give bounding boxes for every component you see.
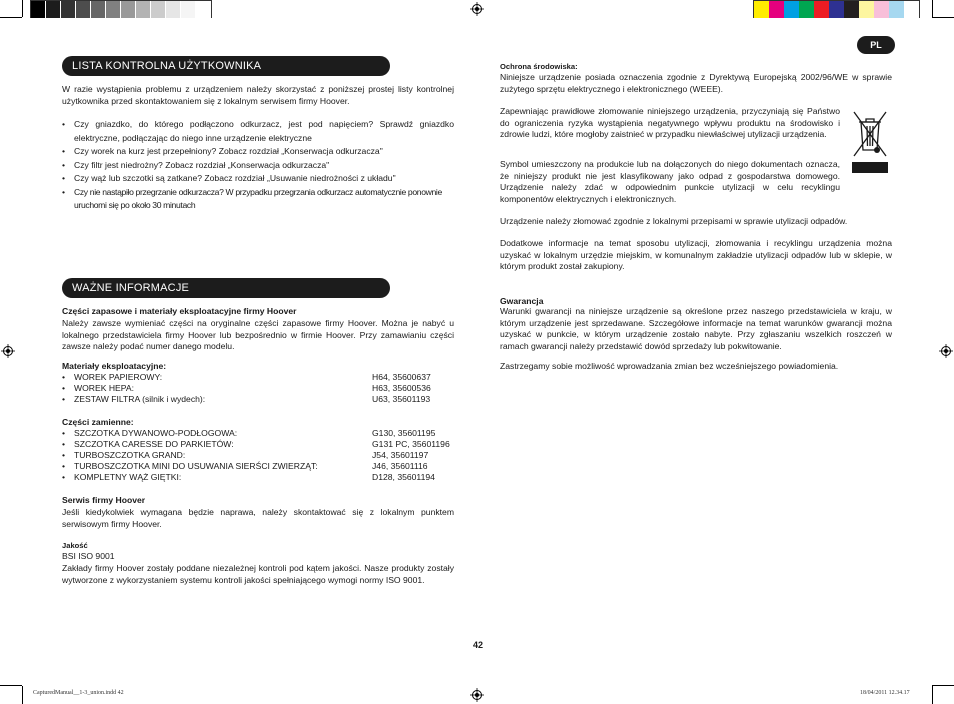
color-bar xyxy=(753,0,920,18)
color-swatch xyxy=(874,1,889,18)
list-item: • Czy filtr jest niedrożny? Zobacz rozdział „Konserwacja odkurzacza" xyxy=(62,159,454,173)
list-item xyxy=(62,450,454,461)
color-swatch xyxy=(859,1,874,18)
parts-text: Należy zawsze wymieniać części na oryginalne części zapasowe firmy Hoover. Można je nabyć u lokalnego przedstawiciela firmy Hoover lub bezpośrednio w firmie Hoover. Przy zamawianiu części zawsze należy podać numer danego modelu. xyxy=(62,318,454,352)
parts-heading: Części zapasowe i materiały eksploatacyjne firmy Hoover xyxy=(62,306,297,316)
color-swatch xyxy=(814,1,829,18)
crop-mark xyxy=(932,17,954,18)
color-swatch xyxy=(904,1,919,18)
consumables-heading: Materiały eksploatacyjne: xyxy=(62,361,167,371)
item-name: • ZESTAW FILTRA (silnik i wydech): xyxy=(62,394,372,405)
registration-mark-icon xyxy=(470,688,484,702)
item-name: • SZCZOTKA CARESSE DO PARKIETÓW: xyxy=(62,439,372,450)
color-swatch xyxy=(784,1,799,18)
environment-p4: Urządzenie należy złomować zgodnie z lokalnymi przepisami w sprawie utylizacji odpadów. xyxy=(500,216,848,226)
environment-p5: Dodatkowe informacje na temat sposobu utylizacji, złomowania i recyklingu urządzenia można uzyskać w lokalnym urzędzie miejskim, w komunalnym zakładzie utylizacji odpadów lub w sklepie, w którym produkt został zakupiony. xyxy=(500,238,892,272)
grayscale-bar xyxy=(30,0,212,18)
item-name: • WOREK PAPIEROWY: xyxy=(62,372,372,383)
list-item: • Czy worek na kurz jest przepełniony? Zobacz rozdział „Konserwacja odkurzacza" xyxy=(62,145,454,159)
list-item: • Czy gniazdko, do którego podłączono odkurzacz, jest pod napięciem? Sprawdź gniazdko elektryczne, podłączając do niego inne urządzenie elektryczne xyxy=(62,118,454,145)
color-swatch xyxy=(31,1,46,18)
checklist-intro: W razie wystąpienia problemu z urządzeniem należy skorzystać z poniższej prostej listy kontrolnej użytkownika przed skontaktowaniem się z lokalnym serwisem firmy Hoover. xyxy=(62,84,454,106)
warranty-p1: Warunki gwarancji na niniejsze urządzenie są określone przez naszego przedstawiciela w kraju, w którym urządzenie jest sprzedawane. Szczegółowe informacje na temat warunków gwarancji można uzyskać w punkcie, w którym urządzenie zostało nabyte. Przy zgłaszaniu wszelkich roszczeń w ramach gwarancji należy przedstawić dowód sprzedaży lub pokwitowanie. xyxy=(500,306,892,351)
item-code: G130, 35601195 xyxy=(372,428,436,438)
color-swatch xyxy=(844,1,859,18)
crop-mark xyxy=(22,0,23,17)
color-swatch xyxy=(46,1,61,18)
color-swatch xyxy=(91,1,106,18)
quality-standard: BSI ISO 9001 xyxy=(62,551,115,561)
item-code: H63, 35600536 xyxy=(372,383,431,393)
warranty-p2: Zastrzegamy sobie możliwość wprowadzania zmian bez wcześniejszego powiadomienia. xyxy=(500,361,839,371)
item-code: J46, 35601116 xyxy=(372,461,428,471)
color-swatch xyxy=(181,1,196,18)
color-swatch xyxy=(136,1,151,18)
environment-heading: Ochrona środowiska: xyxy=(500,62,578,71)
consumables-list xyxy=(62,372,454,405)
color-swatch xyxy=(166,1,181,18)
registration-mark-icon xyxy=(470,2,484,16)
crop-mark xyxy=(932,0,933,17)
warranty-heading: Gwarancja xyxy=(500,296,544,306)
spares-list xyxy=(62,428,454,483)
service-text: Jeśli kiedykolwiek wymagana będzie naprawa, należy skontaktować się z lokalnym punktem serwisowym firmy Hoover. xyxy=(62,507,454,529)
crop-mark xyxy=(932,686,933,704)
color-swatch xyxy=(61,1,76,18)
list-item xyxy=(62,428,454,439)
color-swatch xyxy=(889,1,904,18)
crop-mark xyxy=(22,686,23,704)
registration-mark-icon xyxy=(1,344,15,358)
info-title: WAŻNE INFORMACJE xyxy=(62,278,390,298)
slug-file: CapturedManual__1-3_union.indd 42 xyxy=(33,690,124,696)
item-name: • KOMPLETNY WĄŻ GIĘTKI: xyxy=(62,472,372,483)
color-swatch xyxy=(151,1,166,18)
color-swatch xyxy=(76,1,91,18)
environment-p2: Zapewniając prawidłowe złomowanie niniejszego urządzenia, przyczyniają się Państwo do ograniczenia ryzyka wystąpienia negatywnego wpływu produktu na środowisko i zdrowie ludzi, które mogłoby zaistnieć w przypadku niewłaściwej utylizacji urządzenia. xyxy=(500,106,840,140)
color-swatch xyxy=(754,1,769,18)
crop-mark xyxy=(0,685,22,686)
item-code: D128, 35601194 xyxy=(372,472,435,482)
environment-p3: Symbol umieszczony na produkcie lub na dołączonych do niego dokumentach oznacza, że niniejszy produkt nie jest klasyfikowany jako odpad z gospodarstwa domowego. Urządzenie należy zdać w odpowiednim punkcie utylizacji w celu recyklingu komponentów elektrycznych i elektronicznych. xyxy=(500,159,840,204)
list-item xyxy=(62,461,454,472)
crop-mark xyxy=(932,685,954,686)
list-item xyxy=(62,472,454,483)
list-item xyxy=(62,383,454,394)
color-swatch xyxy=(121,1,136,18)
color-swatch xyxy=(106,1,121,18)
item-code: J54, 35601197 xyxy=(372,450,429,460)
crop-mark xyxy=(0,17,22,18)
item-code: U63, 35601193 xyxy=(372,394,431,404)
color-swatch xyxy=(769,1,784,18)
checklist-title: LISTA KONTROLNA UŻYTKOWNIKA xyxy=(62,56,390,76)
list-item xyxy=(62,439,454,450)
color-swatch xyxy=(799,1,814,18)
item-name: • TURBOSZCZOTKA GRAND: xyxy=(62,450,372,461)
spares-heading: Części zamienne: xyxy=(62,417,134,427)
checklist-list xyxy=(62,118,454,213)
color-swatch xyxy=(196,1,211,18)
list-item xyxy=(62,372,454,383)
slug-date: 18/04/2011 12.34.17 xyxy=(860,690,910,696)
item-name: • WOREK HEPA: xyxy=(62,383,372,394)
environment-p1: Niniejsze urządzenie posiada oznaczenia zgodnie z Dyrektywą Europejską 2002/96/WE w sprawie zużytego sprzętu elektrycznego i elektronicznego (WEEE). xyxy=(500,72,892,94)
item-name: • SZCZOTKA DYWANOWO-PODŁOGOWA: xyxy=(62,428,372,439)
language-tab: PL xyxy=(857,36,895,54)
registration-mark-icon xyxy=(939,344,953,358)
item-code: G131 PC, 35601196 xyxy=(372,439,450,449)
color-swatch xyxy=(829,1,844,18)
list-item xyxy=(62,394,454,405)
page-number: 42 xyxy=(472,640,483,650)
item-name: • TURBOSZCZOTKA MINI DO USUWANIA SIERŚCI ZWIERZĄT: xyxy=(62,461,372,472)
crossed-out-wheelie-bin-icon xyxy=(850,104,890,174)
list-item: • Czy nie nastąpiło przegrzanie odkurzacza? W przypadku przegrzania odkurzacz automatycznie ponownie uruchomi się po około 30 minutach xyxy=(62,186,454,213)
item-code: H64, 35600637 xyxy=(372,372,431,382)
quality-heading: Jakość xyxy=(62,541,88,550)
service-heading: Serwis firmy Hoover xyxy=(62,495,146,505)
list-item: • Czy wąż lub szczotki są zatkane? Zobacz rozdział „Usuwanie niedrożności z układu" xyxy=(62,172,454,186)
quality-text: Zakłady firmy Hoover zostały poddane niezależnej kontroli pod kątem jakości. Nasze produkty zostały wytworzone z wykorzystaniem systemu kontroli jakości spełniającego wymogi normy ISO 9001. xyxy=(62,563,454,585)
